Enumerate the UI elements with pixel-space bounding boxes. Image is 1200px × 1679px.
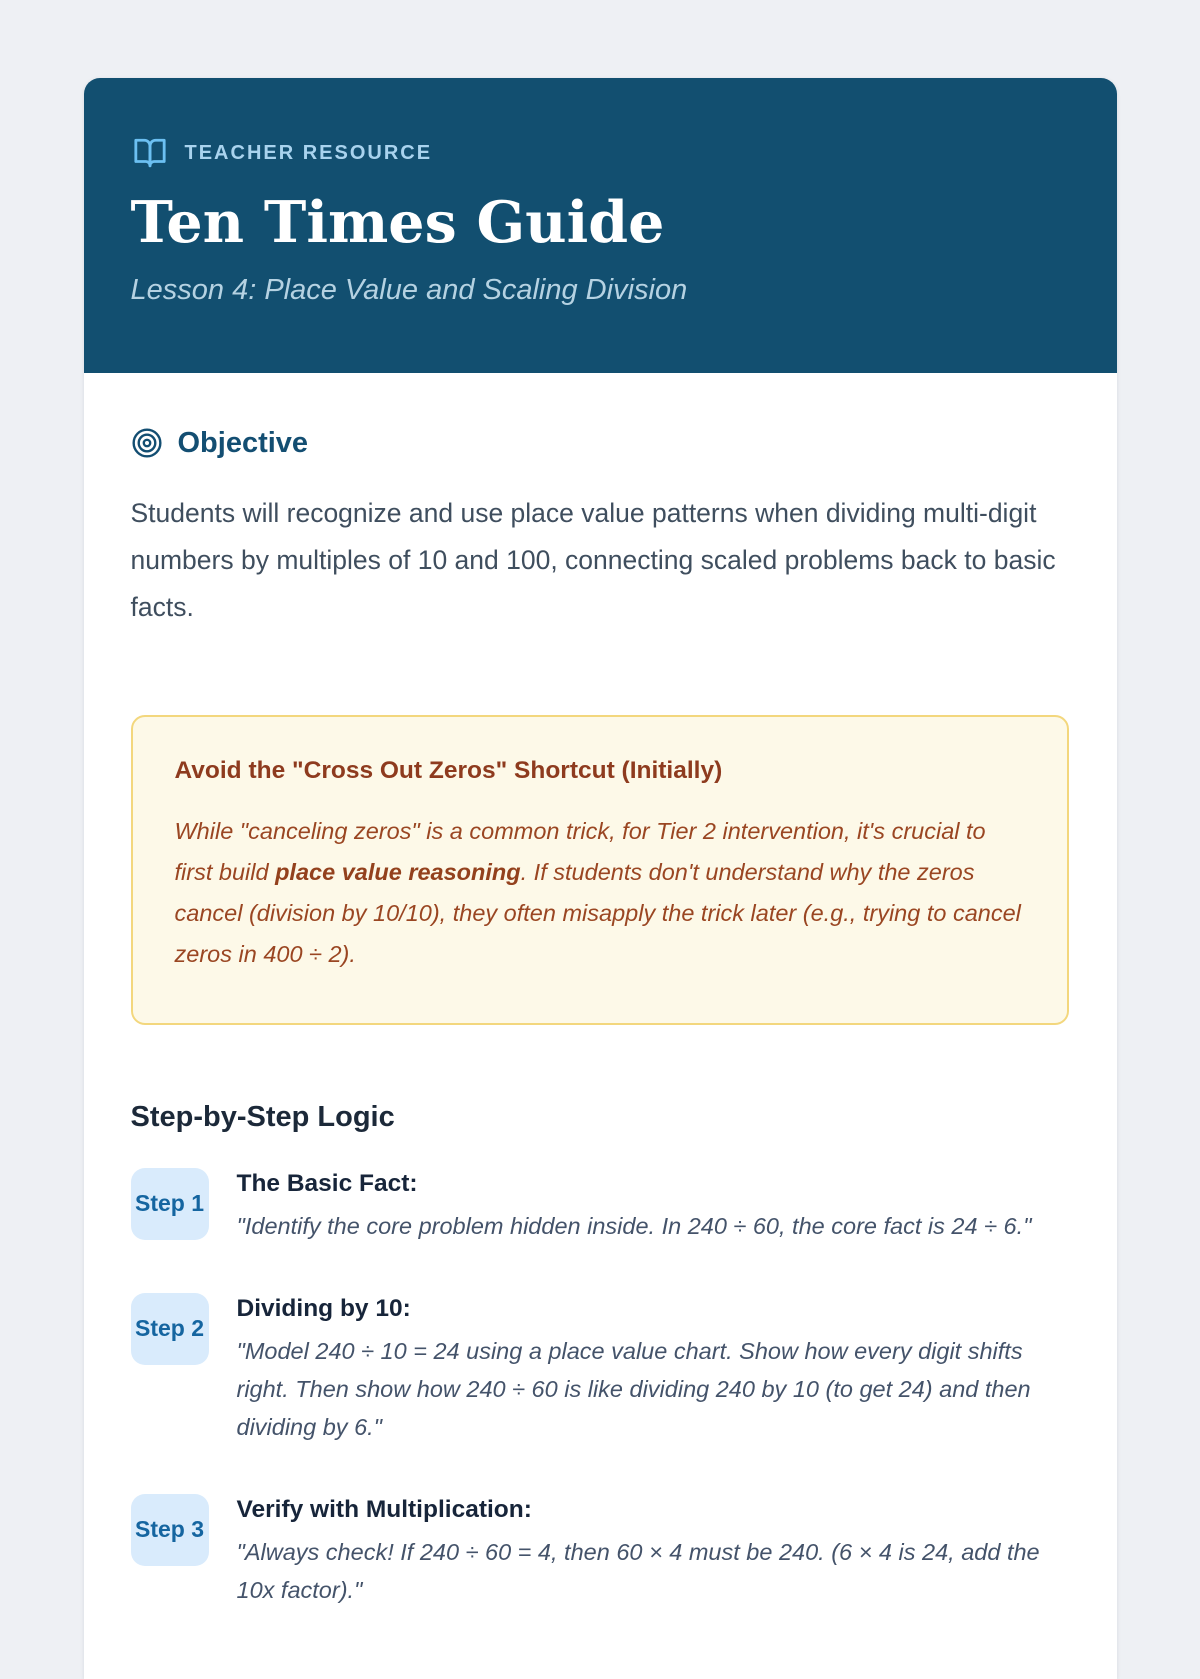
step-3-content	[237, 1494, 1069, 1609]
step-2-badge: Step 2	[131, 1293, 209, 1365]
callout-text-suffix: . If students don't understand why the zeros cancel (division by 10/10), they often misapply the trick later (e.g., trying to cancel zeros in 400 ÷ 2).	[174, 858, 1021, 967]
step-3-badge: Step 3	[131, 1494, 209, 1566]
step-1-body: "Identify the core problem hidden inside. In 240 ÷ 60, the core fact is 24 ÷ 6."	[236, 1212, 1032, 1239]
step-row-1	[131, 1168, 1069, 1245]
step-1-content	[237, 1168, 1069, 1245]
step-1-badge: Step 1	[131, 1168, 209, 1240]
step-3-title: Verify with Multiplication:	[236, 1495, 532, 1523]
card-body	[84, 373, 1117, 1679]
step-3-body: "Always check! If 240 ÷ 60 = 4, then 60 × 4 must be 240. (6 × 4 is 24, add the 10x factor)."	[236, 1538, 1040, 1603]
page-title: Ten Times Guide	[130, 189, 665, 256]
callout-heading: Avoid the "Cross Out Zeros" Shortcut (Initially)	[174, 757, 723, 785]
eyebrow-label: TEACHER RESOURCE	[184, 141, 433, 164]
step-2-title: Dividing by 10:	[236, 1294, 411, 1322]
callout-paragraph	[175, 811, 1025, 975]
objective-heading-label: Objective	[177, 426, 309, 459]
objective-heading-row	[131, 427, 1069, 460]
page-subtitle: Lesson 4: Place Value and Scaling Division	[130, 273, 688, 306]
target-icon	[131, 427, 163, 459]
step-2-content	[237, 1293, 1069, 1446]
step-row-3	[131, 1494, 1069, 1609]
step-2-body: "Model 240 ÷ 10 = 24 using a place value chart. Show how every digit shifts right. Then show how 240 ÷ 60 is like dividing 240 by 10 (to get 24) and then dividing by 6."	[236, 1337, 1031, 1440]
step-1-title: The Basic Fact:	[236, 1169, 418, 1197]
step-row-2	[131, 1293, 1069, 1446]
objective-paragraph: Students will recognize and use place value patterns when dividing multi-digit numbers by multiples of 10 and 100, connecting scaled problems back to basic facts.	[130, 497, 1056, 622]
header-banner	[84, 78, 1117, 373]
callout-text-emphasis: place value reasoning	[275, 858, 521, 885]
open-book-icon	[131, 136, 169, 170]
callout-text-prefix: While "canceling zeros" is a common trick, for Tier 2 intervention, it's crucial to first build	[174, 818, 986, 885]
resource-card	[84, 78, 1117, 1679]
eyebrow-row	[131, 136, 1069, 170]
warning-callout	[131, 715, 1069, 1025]
steps-section-heading: Step-by-Step Logic	[130, 1100, 395, 1133]
